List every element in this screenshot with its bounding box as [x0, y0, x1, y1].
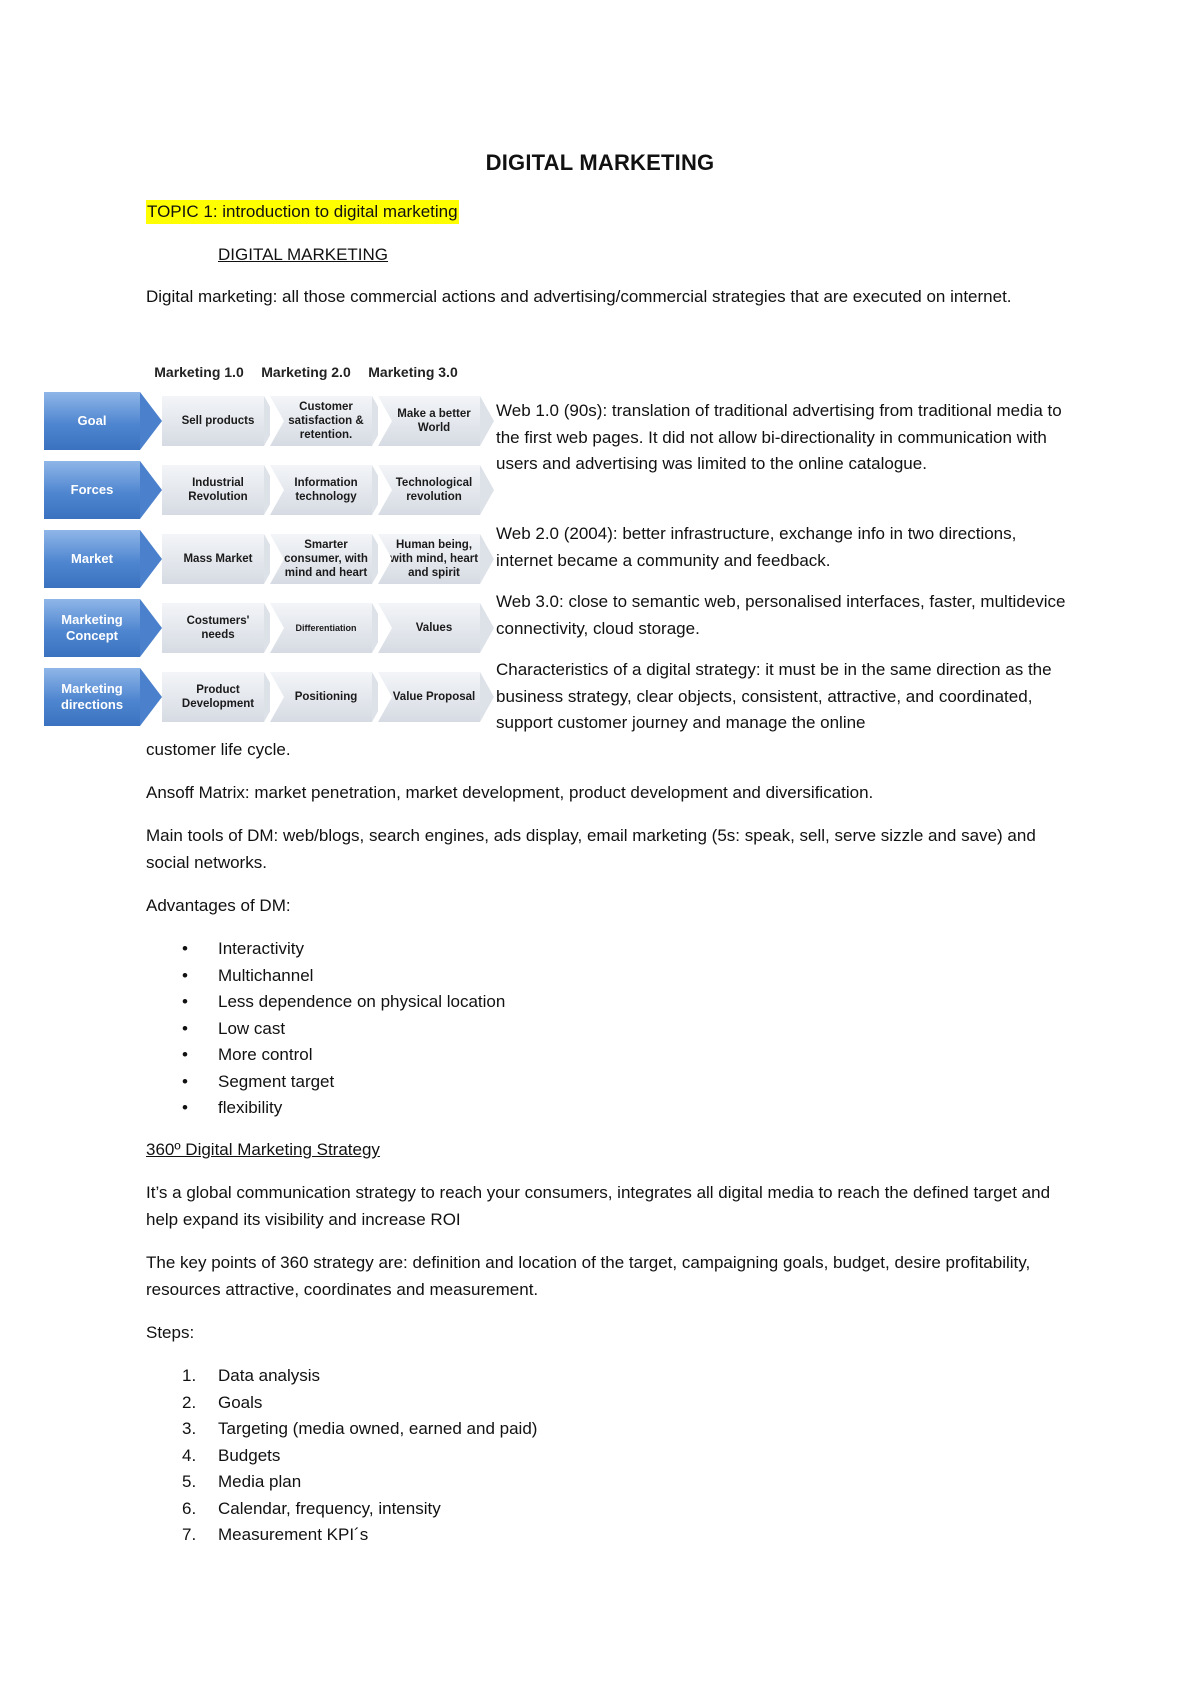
- bullet-icon: •: [182, 1098, 188, 1117]
- list-item: • Low cast: [146, 1016, 505, 1043]
- row-label: Market: [44, 530, 140, 588]
- web2-paragraph: Web 2.0 (2004): better infrastructure, exchange info in two directions, internet became a community and feedback.: [496, 524, 1017, 570]
- row-arrow-shape: [140, 392, 162, 450]
- diagram-row: [44, 599, 484, 657]
- bullet-icon: •: [182, 1071, 188, 1091]
- list-item: 7. Measurement KPI´s: [182, 1525, 369, 1544]
- column-header: Marketing 3.0: [368, 364, 458, 380]
- row-arrow-shape: [140, 461, 162, 519]
- ansoff-paragraph: Ansoff Matrix: market penetration, market development, product development and diversification.: [146, 783, 874, 802]
- tools-paragraph: Main tools of DM: web/blogs, search engines, ads display, email marketing (5s: speak, sell, serve sizzle and save) and social networks.: [146, 826, 1036, 872]
- row-arrow-shape: [140, 668, 162, 726]
- diagram-cell: Value Proposal: [378, 672, 480, 722]
- diagram-cell: Mass Market: [162, 534, 264, 584]
- strategy-description: It’s a global communication strategy to reach your consumers, integrates all digital media to reach the defined target and help expand its visibility and increase ROI: [146, 1183, 1051, 1229]
- page-title: DIGITAL MARKETING: [485, 150, 715, 175]
- row-label: Marketing directions: [44, 668, 140, 726]
- topic-heading: TOPIC 1: introduction to digital marketing: [146, 200, 459, 224]
- bullet-icon: •: [182, 1045, 188, 1064]
- diagram-cell: Costumers' needs: [162, 603, 264, 653]
- diagram-row: [44, 392, 484, 450]
- list-item: 4. Budgets: [182, 1445, 281, 1465]
- row-arrow-shape: [140, 599, 162, 657]
- web1-paragraph: Web 1.0 (90s): translation of traditional advertising from traditional media to the first web pages. It did not allow bi-directionality in communication with users and advertising was limited to the online catalogue.: [496, 401, 1062, 473]
- diagram-row: [44, 461, 484, 519]
- list-item: • Less dependence on physical location: [146, 989, 505, 1016]
- diagram-cell: Differentiation: [270, 603, 372, 653]
- list-item: • Multichannel: [146, 963, 505, 990]
- key-points-paragraph: The key points of 360 strategy are: definition and location of the target, campaigning goals, budget, desire profitability, resources attractive, coordinates and measurement.: [146, 1253, 1031, 1299]
- definition-paragraph: Digital marketing: all those commercial actions and advertising/commercial strategies that are executed on internet.: [146, 287, 1012, 306]
- diagram-cell: Customer satisfaction & retention.: [270, 396, 372, 446]
- diagram-cell: Make a better World: [378, 396, 480, 446]
- characteristics-continuation: customer life cycle.: [146, 740, 291, 759]
- bullet-icon: •: [182, 939, 188, 958]
- strategy-heading: 360º Digital Marketing Strategy: [146, 1140, 380, 1159]
- section-subheading: DIGITAL MARKETING: [218, 245, 389, 264]
- diagram-cell: Industrial Revolution: [162, 465, 264, 515]
- list-item: 5. Media plan: [182, 1472, 302, 1491]
- diagram-cell: Sell products: [162, 396, 264, 446]
- row-arrow-shape: [140, 530, 162, 588]
- diagram-cell: Human being, with mind, heart and spirit: [378, 534, 480, 584]
- row-label: Forces: [44, 461, 140, 519]
- marketing-evolution-diagram: [44, 362, 484, 734]
- diagram-row: [44, 668, 484, 726]
- advantages-list: [146, 936, 505, 1122]
- list-item: • Segment target: [146, 1069, 505, 1096]
- steps-list: [146, 1363, 537, 1549]
- diagram-cell: Values: [378, 603, 480, 653]
- bullet-icon: •: [182, 965, 188, 985]
- bullet-icon: •: [182, 992, 188, 1011]
- list-item: 3. Targeting (media owned, earned and paid): [182, 1419, 538, 1438]
- diagram-row: [44, 530, 484, 588]
- list-item: 2. Goals: [182, 1392, 263, 1412]
- diagram-cell: Positioning: [270, 672, 372, 722]
- list-item: 1. Data analysis: [182, 1366, 321, 1385]
- steps-heading: Steps:: [146, 1323, 195, 1342]
- list-item: 6. Calendar, frequency, intensity: [182, 1498, 441, 1518]
- characteristics-paragraph: Characteristics of a digital strategy: it must be in the same direction as the business strategy, clear objects, consistent, attractive, and coordinated, support customer journey and manage the online: [496, 660, 1052, 732]
- list-item: • Interactivity: [146, 936, 505, 963]
- column-header: Marketing 1.0: [154, 364, 244, 380]
- list-item: • flexibility: [146, 1095, 505, 1122]
- diagram-cell: Product Development: [162, 672, 264, 722]
- advantages-heading: Advantages of DM:: [146, 896, 291, 915]
- diagram-cell: Information technology: [270, 465, 372, 515]
- web3-paragraph: Web 3.0: close to semantic web, personalised interfaces, faster, multidevice connectivity, cloud storage.: [496, 592, 1066, 638]
- column-header: Marketing 2.0: [261, 364, 351, 380]
- row-label: Marketing Concept: [44, 599, 140, 657]
- bullet-icon: •: [182, 1018, 188, 1038]
- list-item: • More control: [146, 1042, 505, 1069]
- diagram-cell: Technological revolution: [378, 465, 480, 515]
- row-label: Goal: [44, 392, 140, 450]
- diagram-cell: Smarter consumer, with mind and heart: [270, 534, 372, 584]
